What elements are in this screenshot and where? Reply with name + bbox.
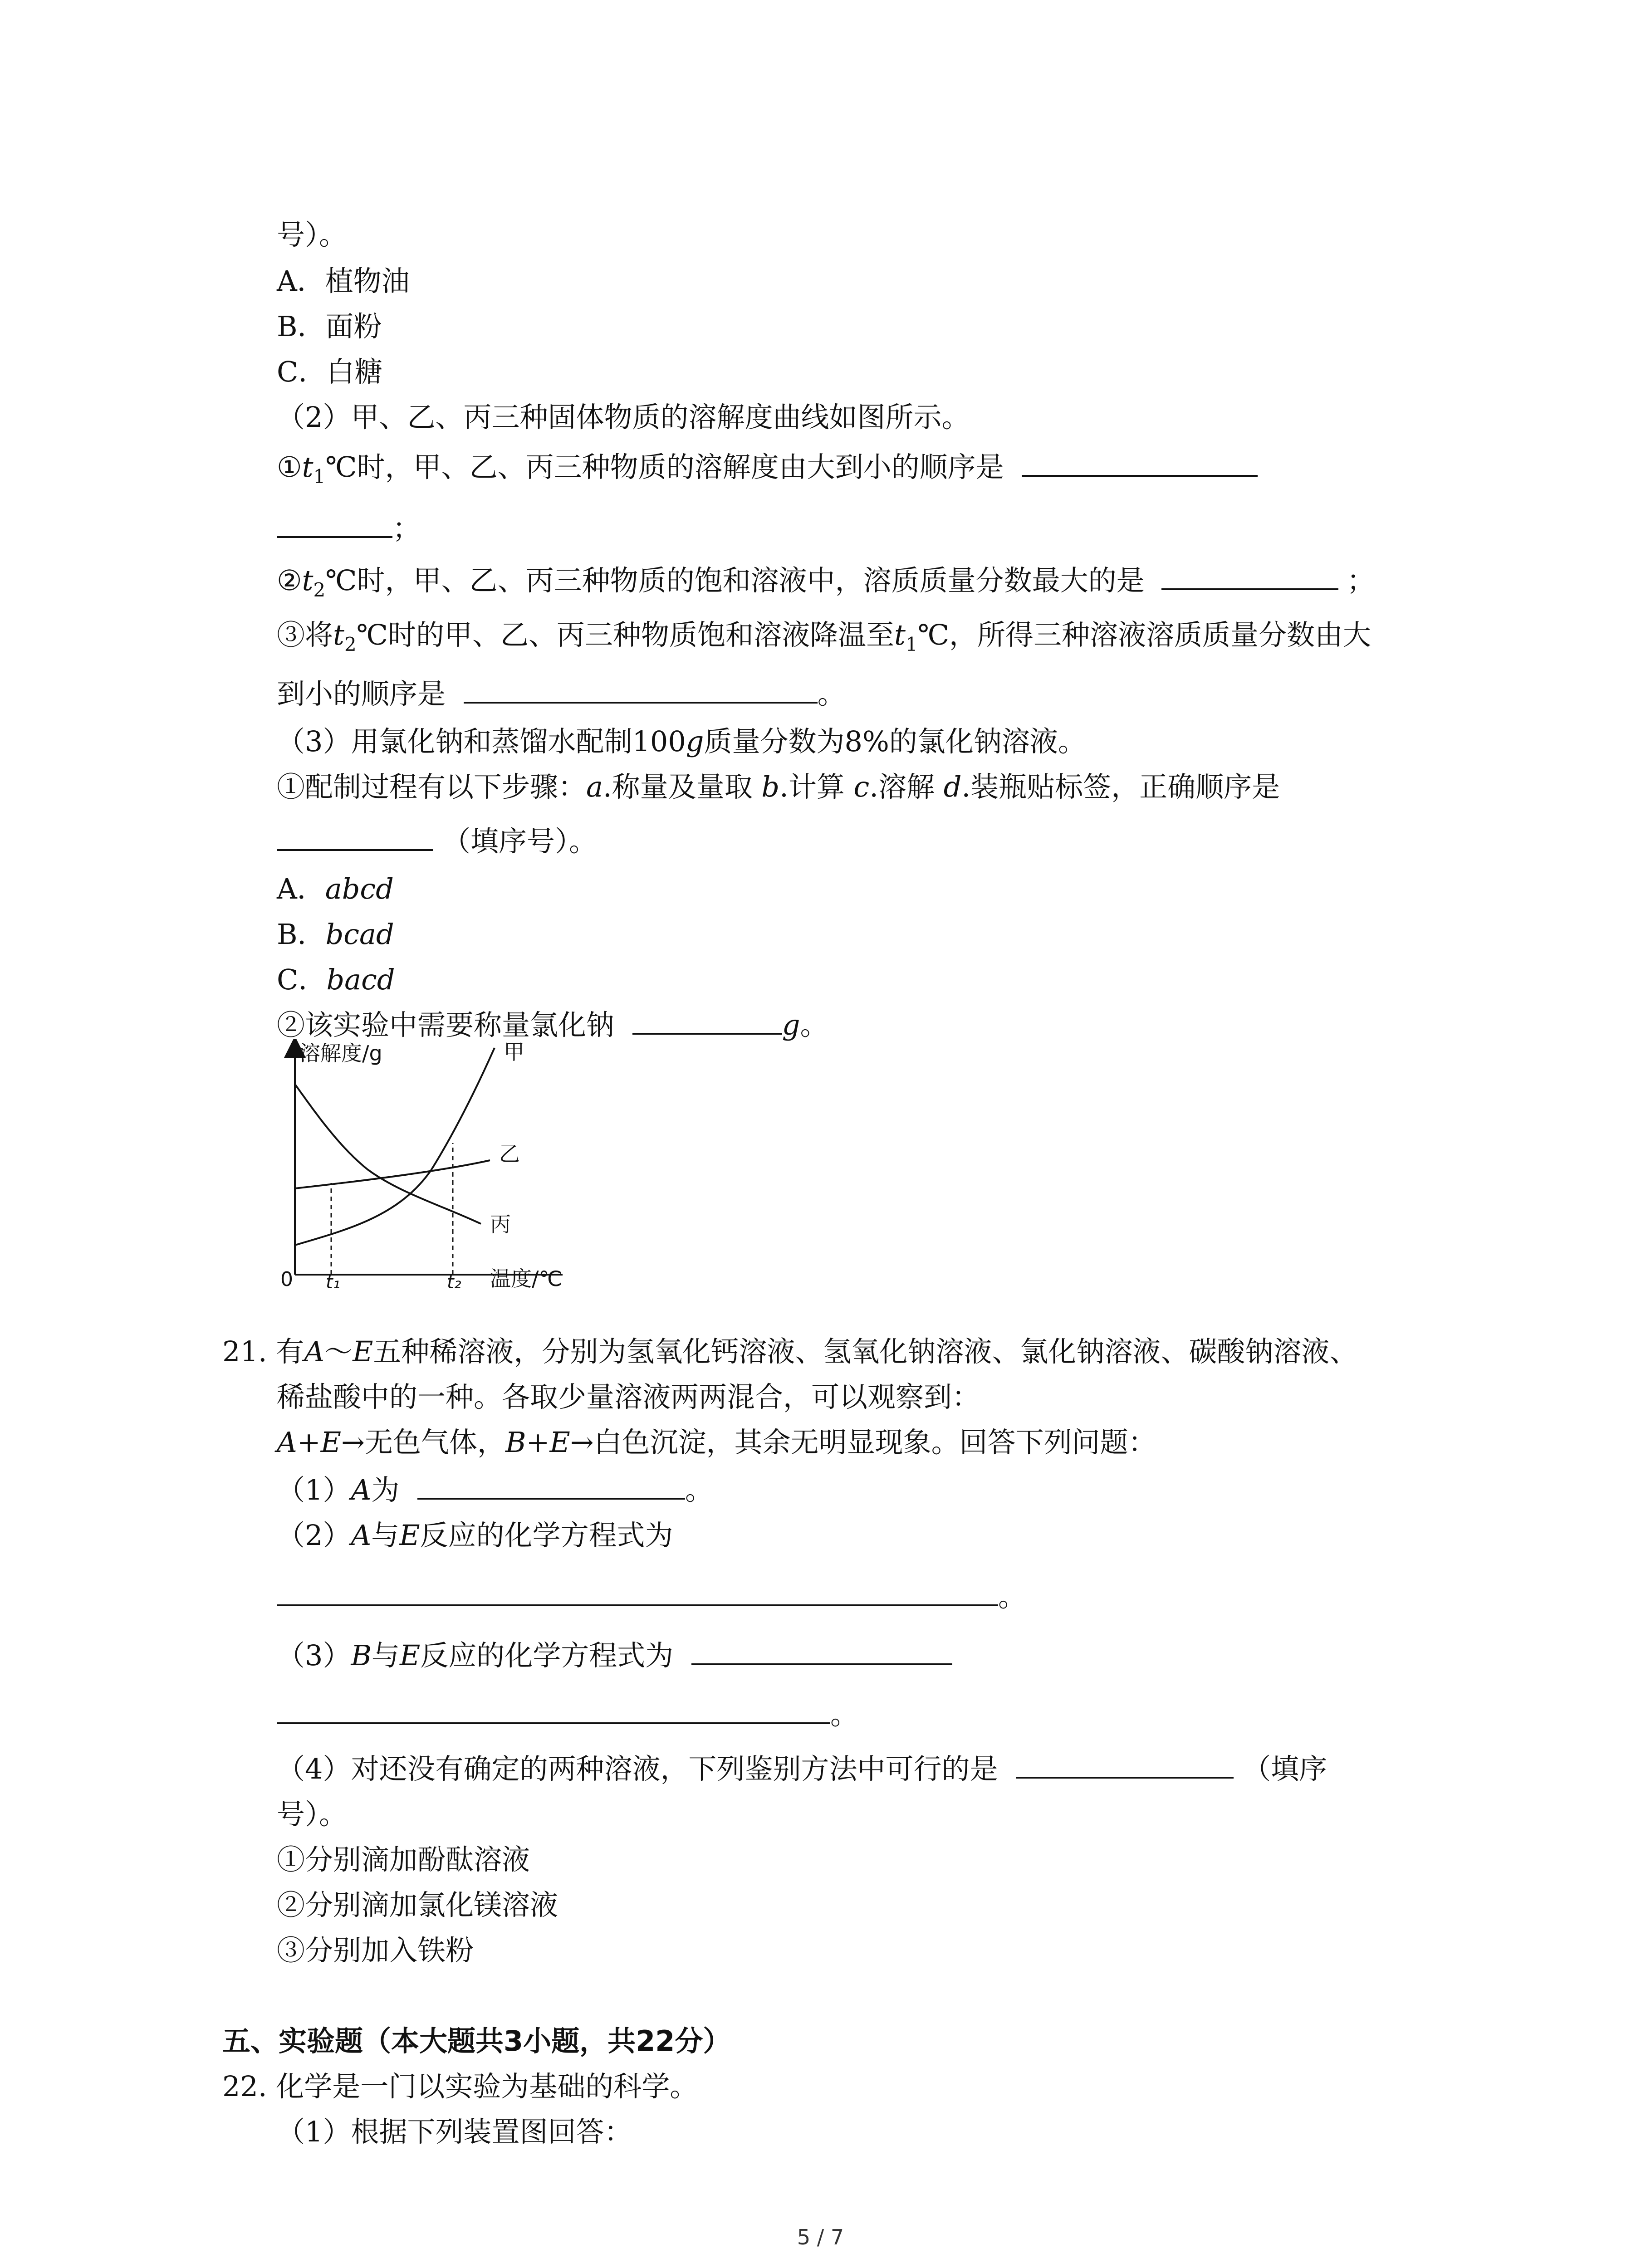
q21-sub4-cont — [277, 1796, 347, 1833]
q20-option-b — [277, 308, 382, 345]
answer-blank[interactable] — [417, 1472, 685, 1500]
text: （3）用氯化钠和蒸馏水配制 — [277, 725, 632, 758]
q20-part2-stem — [277, 399, 970, 435]
text: A．植物油 — [277, 264, 410, 298]
text: （2）甲、乙、丙三种固体物质的溶解度曲线如图所示。 — [277, 401, 970, 434]
answer-blank[interactable] — [277, 1579, 998, 1606]
var: A+E — [277, 1426, 341, 1459]
text: C． — [277, 963, 327, 996]
text: ②分别滴加氯化镁溶液 — [277, 1888, 558, 1921]
series-label-jia: 甲 — [504, 1040, 524, 1064]
text: （填序 — [1243, 1752, 1327, 1785]
answer-blank[interactable] — [1161, 563, 1338, 590]
q20-part3-stem — [277, 723, 1086, 760]
var-t: t — [333, 618, 344, 651]
series-label-yi: 乙 — [499, 1142, 520, 1166]
text: 。 — [998, 1580, 1027, 1613]
text: ③将 — [277, 618, 333, 651]
text: （1）根据下列装置图回答： — [277, 2115, 632, 2148]
q20-part2-2 — [277, 562, 1375, 608]
var: A — [351, 1519, 372, 1552]
q21-sub2-answer — [277, 1579, 1026, 1615]
q21-stem-line2 — [277, 1379, 980, 1415]
q20-part2-1 — [277, 449, 1258, 495]
text: 。 — [817, 677, 846, 710]
origin-label: 0 — [280, 1268, 293, 1291]
answer-blank[interactable] — [691, 1638, 952, 1665]
q21-option-3 — [277, 1932, 474, 1969]
q20-part3-1-cont — [277, 823, 597, 860]
step-letter: d — [943, 770, 962, 803]
text: ； — [1347, 564, 1375, 597]
text: ～ — [324, 1335, 353, 1368]
q21-stem-line1 — [222, 1334, 1357, 1370]
text: 稀盐酸中的一种。各取少量溶液两两混合，可以观察到： — [277, 1380, 980, 1413]
text: ℃，所得三种溶液溶质质量分数由大 — [917, 618, 1372, 651]
text: 号）。 — [277, 1798, 348, 1831]
q20-part3-option-b — [277, 916, 394, 953]
text: bcad — [325, 918, 394, 951]
answer-blank[interactable] — [277, 511, 392, 538]
text: 。 — [685, 1473, 713, 1506]
var: B+E — [505, 1426, 570, 1459]
q21-option-1 — [277, 1842, 530, 1878]
q20-option-a — [277, 263, 410, 299]
q21-sub1 — [277, 1472, 713, 1508]
var: E — [399, 1519, 420, 1552]
text: →无色气体， — [341, 1426, 505, 1459]
q20-part2-3 — [277, 617, 1371, 663]
text: 号）。 — [277, 218, 348, 251]
unit: g — [686, 725, 704, 758]
text: B． — [277, 918, 326, 951]
text: （4）对还没有确定的两种溶液，下列鉴别方法中可行的是 — [277, 1752, 998, 1785]
step-letter: b — [761, 770, 780, 803]
text: C．白糖 — [277, 355, 383, 388]
q22-stem — [222, 2068, 698, 2105]
tick-label-t1: t₁ — [326, 1272, 340, 1293]
text: .装瓶贴标签，正确顺序是 — [961, 770, 1280, 803]
text: 。 — [800, 1008, 828, 1041]
subscript: 1 — [905, 633, 918, 655]
answer-blank[interactable] — [1016, 1751, 1234, 1779]
var: E — [400, 1639, 421, 1672]
text: ③分别加入铁粉 — [277, 1934, 474, 1967]
text: →白色沉淀，其余无明显现象。回答下列问题： — [570, 1426, 1156, 1459]
curve-jia — [295, 1048, 495, 1245]
text: 质量分数为 — [704, 725, 845, 758]
text: 五、实验题（本大题共3小题，共22分） — [222, 2024, 731, 2058]
tick-label-t2: t₂ — [447, 1272, 461, 1293]
var-t: t — [302, 564, 314, 597]
text: 到小的顺序是 — [277, 677, 446, 710]
text: ①配制过程有以下步骤： — [277, 770, 587, 803]
text: ℃时的甲、乙、丙三种物质饱和溶液降温至 — [356, 618, 895, 651]
answer-blank[interactable] — [277, 1697, 830, 1724]
q20-part3-2 — [277, 1007, 828, 1043]
q20-line-end — [277, 217, 347, 253]
q21-sub3 — [277, 1637, 952, 1674]
text: .计算 — [779, 770, 854, 803]
text: （3） — [277, 1639, 351, 1672]
text: 为 — [371, 1473, 400, 1506]
text: bacd — [326, 963, 395, 996]
var: E — [353, 1335, 373, 1368]
y-axis-label: 溶解度/g — [299, 1041, 382, 1066]
unit: g — [782, 1008, 800, 1041]
text: ； — [392, 512, 421, 545]
q20-part3-option-a — [277, 871, 394, 907]
answer-blank[interactable] — [1022, 450, 1258, 477]
number: 8% — [844, 725, 889, 758]
var-t: t — [894, 618, 906, 651]
text: 21. 有 — [222, 1335, 304, 1368]
text: 与 — [372, 1639, 400, 1672]
text: ② — [277, 564, 302, 597]
var: A — [304, 1335, 325, 1368]
solubility-curve-chart — [263, 1039, 581, 1293]
subscript: 1 — [313, 465, 326, 488]
q20-option-c — [277, 354, 382, 390]
text: .溶解 — [869, 770, 944, 803]
text: 反应的化学方程式为 — [420, 1639, 674, 1672]
series-label-bing: 丙 — [490, 1212, 511, 1237]
text: （1） — [277, 1473, 351, 1506]
text: ℃时，甲、乙、丙三种物质的溶解度由大到小的顺序是 — [325, 450, 1004, 484]
q22-sub1 — [277, 2114, 632, 2150]
section-title — [222, 2023, 731, 2059]
text: （填序号）。 — [442, 825, 598, 858]
text: 。 — [830, 1698, 859, 1731]
text: .称量及量取 — [603, 770, 762, 803]
x-axis-label: 温度/℃ — [490, 1266, 563, 1291]
text: A． — [277, 872, 325, 905]
q20-part3-1 — [277, 769, 1280, 805]
text: 与 — [371, 1519, 400, 1552]
subscript: 2 — [313, 579, 326, 601]
q20-part3-option-c — [277, 962, 395, 998]
step-letter: a — [586, 770, 603, 803]
text: ① — [277, 450, 302, 484]
text: 五种稀溶液，分别为氢氧化钙溶液、氢氧化钠溶液、氯化钠溶液、碳酸钠溶液、 — [373, 1335, 1358, 1368]
text: 的氯化钠溶液。 — [889, 725, 1086, 758]
q21-sub3-cont — [277, 1696, 858, 1733]
page-number — [0, 2225, 1641, 2249]
q20-part2-1-cont — [277, 510, 421, 547]
number: 100 — [632, 725, 686, 758]
q20-part2-3-cont — [277, 676, 846, 712]
text: 反应的化学方程式为 — [420, 1519, 673, 1552]
var: B — [351, 1639, 372, 1672]
q21-stem-line3 — [277, 1424, 1156, 1461]
answer-blank[interactable] — [632, 1007, 782, 1035]
text: ①分别滴加酚酞溶液 — [277, 1843, 530, 1876]
q21-sub4 — [277, 1751, 1327, 1787]
text: ②该实验中需要称量氯化钠 — [277, 1008, 615, 1041]
text: 22. 化学是一门以实验为基础的科学。 — [222, 2070, 698, 2103]
subscript: 2 — [344, 633, 357, 655]
answer-blank[interactable] — [464, 676, 818, 704]
answer-blank[interactable] — [277, 824, 433, 851]
curve-bing — [295, 1084, 481, 1224]
text: （2） — [277, 1519, 351, 1552]
var: A — [351, 1473, 372, 1506]
text: B．面粉 — [277, 310, 382, 343]
q21-sub2 — [277, 1517, 673, 1554]
step-letter: c — [853, 770, 870, 803]
text: abcd — [325, 872, 394, 905]
q21-option-2 — [277, 1887, 558, 1923]
text: ℃时，甲、乙、丙三种物质的饱和溶液中，溶质质量分数最大的是 — [325, 564, 1145, 597]
text: 5 / 7 — [797, 2225, 844, 2249]
var-t: t — [302, 450, 314, 484]
